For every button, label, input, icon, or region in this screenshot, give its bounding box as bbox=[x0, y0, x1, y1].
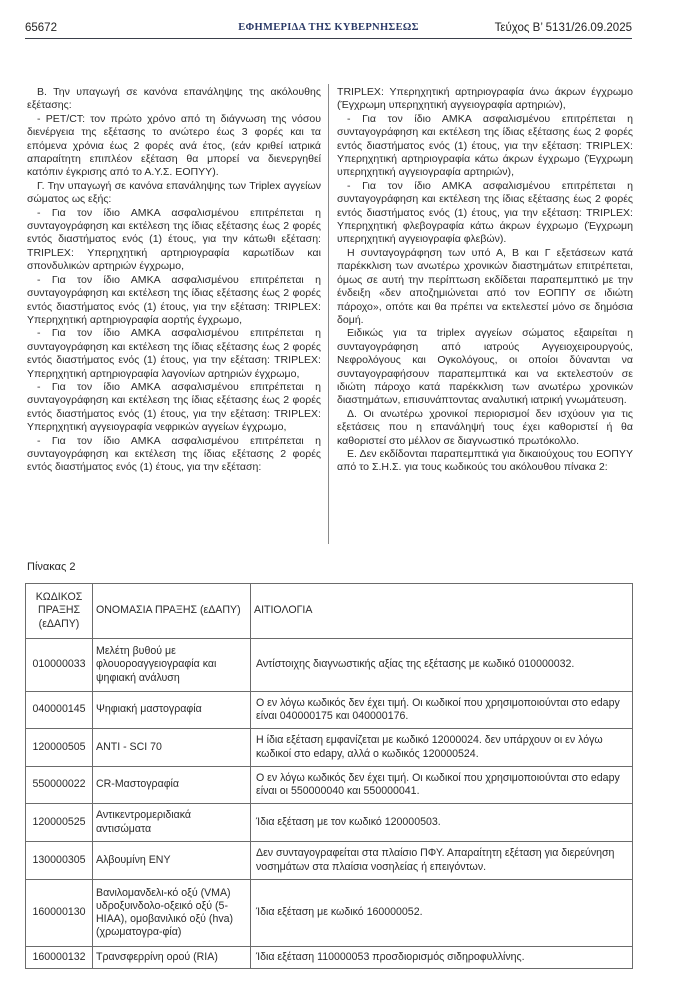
header-reason: ΑΙΤΙΟΛΟΓΙΑ bbox=[251, 584, 633, 639]
cell-name: Βανιλομανδελι-κό οξύ (VMA) υδροξυινδολο-οξεικό οξύ (5- HIAA), ομοβανιλικό οξύ (hva) (χρωματογρα-φία) bbox=[93, 880, 251, 947]
cell-reason: Ίδια εξέταση με τον κωδικό 120000503. bbox=[251, 804, 633, 842]
table-row bbox=[26, 804, 633, 842]
table-row bbox=[26, 729, 633, 767]
paragraph: - Για τον ίδιο ΑΜΚΑ ασφαλισμένου επιτρέπεται η συνταγογράφηση και εκτέλεση της ίδιας εξέτασης έως 2 φορές εντός διαστήματος ενός (1) έτους, για την κάτωθι εξέταση: TRIPLEX: Υπερηχητική αρτηριογραφία καρωτίδων και σπονδυλικών αρτηριών έγχρωμο, bbox=[27, 206, 321, 273]
paragraph: Ε. Δεν εκδίδονται παραπεμπτικά για δικαιούχους του ΕΟΠΥΥ από το Σ.Η.Σ. για τους κωδικούς του ακόλουθου πίνακα 2: bbox=[337, 447, 633, 474]
cell-code: 160000130 bbox=[26, 880, 93, 947]
paragraph: Ειδικώς για τα triplex αγγείων σώματος εξαιρείται η συνταγογράφηση από ιατρούς Αγγειοχειρουργούς, Νεφρολόγους και Ογκολόγους, οι οποίοι δύνανται να συνταγογραφήσουν παραπεμπτικά και να εκτελεστούν σε ιδιώτη πάροχο κατά παρέκκλιση των ανωτέρω χρονικών διαστημάτων, επισυνάπτοντας αναλυτική ιατρική γνωμάτευση. bbox=[337, 327, 633, 407]
cell-reason: Δεν συνταγογραφείται στα πλαίσιο ΠΦΥ. Απαραίτητη εξέταση για διερεύνηση νοσημάτων στα πλαίσια νοσηλείας ή επειγόντων. bbox=[251, 842, 633, 880]
cell-name: Αλβουμίνη ΕΝΥ bbox=[93, 842, 251, 880]
cell-name: CR-Μαστογραφία bbox=[93, 767, 251, 804]
cell-code: 160000132 bbox=[26, 947, 93, 969]
cell-name: Μελέτη βυθού με φλουοροαγγειογραφία και ψηφιακή ανάλυση bbox=[93, 639, 251, 692]
header-code: ΚΩΔΙΚΟΣ ΠΡΑΞΗΣ (εΔΑΠΥ) bbox=[26, 584, 93, 639]
table-row bbox=[26, 692, 633, 729]
column-divider bbox=[328, 84, 329, 544]
cell-name: Τρανσφερρίνη ορού (RIA) bbox=[93, 947, 251, 969]
cell-code: 120000525 bbox=[26, 804, 93, 842]
cell-reason: Η ίδια εξέταση εμφανίζεται με κωδικό 12000024. δεν υπάρχουν οι εν λόγω κωδικοί στο edapy, αλλά ο κωδικός 120000524. bbox=[251, 729, 633, 767]
page-number: 65672 bbox=[25, 22, 57, 34]
cell-reason: Ίδια εξέταση με κωδικό 160000052. bbox=[251, 880, 633, 947]
table-row bbox=[26, 767, 633, 804]
paragraph: Γ. Την υπαγωγή σε κανόνα επανάληψης των Triplex αγγείων σώματος ως εξής: bbox=[27, 179, 321, 206]
paragraph: - Για τον ίδιο ΑΜΚΑ ασφαλισμένου επιτρέπεται η συνταγογράφηση και εκτέλεση της ίδιας εξέτασης έως 2 φορές εντός διαστήματος ενός (1) έτους, για την εξέταση: TRIPLEX: Υπερηχητική αρτηριογραφία λαγονίων αρτηριών έγχρωμο, bbox=[27, 327, 321, 380]
cell-reason: Αντίστοιχης διαγνωστικής αξίας της εξέτασης με κωδικό 010000032. bbox=[251, 639, 633, 692]
issue-number: Τεύχος Β’ 5131/26.09.2025 bbox=[494, 22, 632, 34]
paragraph: - PET/CT: τον πρώτο χρόνο από τη διάγνωση της νόσου διενέργεια της εξέτασης το ανώτερο έως 3 φορές και τα επόμενα χρόνια έως 2 φορές ανά έτος, (εάν κριθεί ιατρικά απαραίτητη επιπλέον εξέταση θα μπορεί να διενεργηθεί κατόπιν έγκρισης από το Α.Υ.Σ. ΕΟΠΥΥ). bbox=[27, 112, 321, 179]
table-row bbox=[26, 947, 633, 969]
cell-reason: Ο εν λόγω κωδικός δεν έχει τιμή. Οι κωδικοί που χρησιμοποιούνται στο edapy είναι οι 550000040 και 550000041. bbox=[251, 767, 633, 804]
table-row bbox=[26, 880, 633, 947]
paragraph: - Για τον ίδιο ΑΜΚΑ ασφαλισμένου επιτρέπεται η συνταγογράφηση και εκτέλεση της ίδιας εξέτασης έως 2 φορές εντός διαστήματος ενός (1) έτους, για την εξέταση: TRIPLEX: Υπερηχητική φλεβογραφία κάτω άκρων έγχρωμο (Έγχρωμη υπερηχητική αγγειογραφία φλεβών). bbox=[337, 179, 633, 246]
cell-code: 130000305 bbox=[26, 842, 93, 880]
cell-code: 120000505 bbox=[26, 729, 93, 767]
table-row bbox=[26, 639, 633, 692]
table-caption: Πίνακας 2 bbox=[27, 561, 76, 573]
cell-code: 550000022 bbox=[26, 767, 93, 804]
paragraph: - Για τον ίδιο ΑΜΚΑ ασφαλισμένου επιτρέπεται η συνταγογράφηση και εκτέλεση της ίδιας εξέτασης έως 2 φορές εντός διαστήματος ενός (1) έτους, για την εξέταση: TRIPLEX: Υπερηχητική αρτηριογραφία κάτω άκρων έγχρωμο (Έγχρωμη υπερηχητική αγγειογραφία αρτηριών), bbox=[337, 112, 633, 179]
paragraph: TRIPLEX: Υπερηχητική αρτηριογραφία άνω άκρων έγχρωμο (Έγχρωμη υπερηχητική αγγειογραφία αρτηριών), bbox=[337, 86, 633, 112]
cell-name: Αντικεντρομεριδιακά αντισώματα bbox=[93, 804, 251, 842]
table-row bbox=[26, 842, 633, 880]
cell-reason: Ο εν λόγω κωδικός δεν έχει τιμή. Οι κωδικοί που χρησιμοποιούνται στο edapy είναι 040000175 και 040000176. bbox=[251, 692, 633, 729]
paragraph: Δ. Οι ανωτέρω χρονικοί περιορισμοί δεν ισχύουν για τις εξετάσεις που η επανάληψή τους έχει καθοριστεί ή θα καθοριστεί στο μέλλον σε διαγνωστικό πρωτόκολλο. bbox=[337, 407, 633, 447]
right-column bbox=[337, 86, 633, 475]
gazette-header bbox=[25, 20, 632, 39]
header-name: ΟΝΟΜΑΣΙΑ ΠΡΑΞΗΣ (εΔΑΠΥ) bbox=[93, 584, 251, 639]
left-column bbox=[27, 86, 321, 475]
cell-code: 010000033 bbox=[26, 639, 93, 692]
paragraph: Β. Την υπαγωγή σε κανόνα επανάληψης της ακόλουθης εξέτασης: bbox=[27, 86, 321, 112]
cell-reason: Ίδια εξέταση 110000053 προσδιορισμός σιδηροφυλλίνης. bbox=[251, 947, 633, 969]
paragraph: - Για τον ίδιο ΑΜΚΑ ασφαλισμένου επιτρέπεται η συνταγογράφηση και εκτέλεση της ίδιας εξέτασης έως 2 φορές εντός διαστήματος ενός (1) έτους, για την εξέταση: TRIPLEX: Υπερηχητική αρτηριογραφία αορτής έγχρωμο, bbox=[27, 273, 321, 326]
cell-name: Ψηφιακή μαστογραφία bbox=[93, 692, 251, 729]
paragraph: - Για τον ίδιο ΑΜΚΑ ασφαλισμένου επιτρέπεται η συνταγογράφηση και εκτέλεση της ίδιας εξέτασης έως 2 φορές εντός διαστήματος ενός (1) έτους, για την εξέταση: TRIPLEX: Υπερηχητική αγγειογραφία νεφρικών αγγείων έγχρωμο, bbox=[27, 380, 321, 434]
paragraph: - Για τον ίδιο ΑΜΚΑ ασφαλισμένου επιτρέπεται η συνταγογράφηση και εκτέλεση της ίδιας εξέτασης 2 φορές εντός διαστήματος ενός (1) έτους, για την εξέταση: bbox=[27, 434, 321, 474]
gazette-title: ΕΦΗΜΕΡΙΔΑ ΤΗΣ ΚΥΒΕΡΝΗΣΕΩΣ bbox=[238, 22, 419, 33]
table-header-row bbox=[26, 584, 633, 639]
codes-table bbox=[25, 583, 633, 969]
paragraph: Η συνταγογράφηση των υπό Α, Β και Γ εξετάσεων κατά παρέκκλιση των ανωτέρω χρονικών διαστημάτων επιτρέπεται, όμως σε αυτή την περίπτωση εκδίδεται παραπεμπτικό με την ένδειξη «δεν αποζημιώνεται από τον ΕΟΠΠΥ σε ιδιώτη πάροχο», οπότε και θα πρέπει να εκτελεστεί μόνο σε δημόσια δομή. bbox=[337, 246, 633, 326]
cell-name: ANTI - SCI 70 bbox=[93, 729, 251, 767]
cell-code: 040000145 bbox=[26, 692, 93, 729]
